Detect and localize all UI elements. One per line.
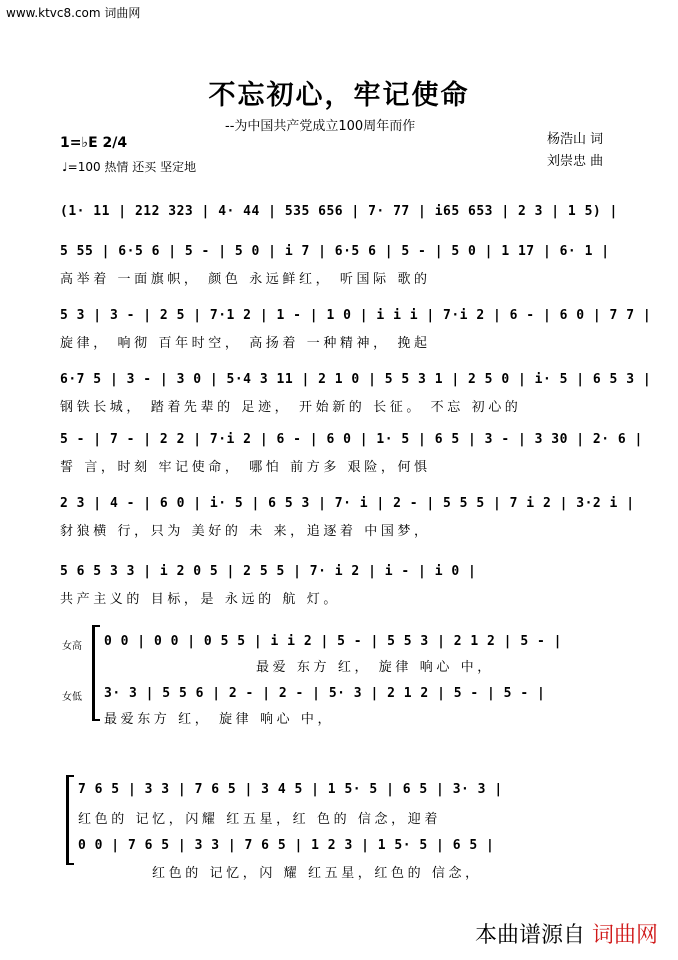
- lyrics-line: 高举着 一面旗帜， 颜色 永远鲜红， 听国际 歌的: [60, 272, 431, 287]
- notes-line: 3· 3 | 5 5 6 | 2 - | 2 - | 5· 3 | 2 1 2 | 5 - | 5 - |: [104, 686, 546, 701]
- lyrics-line: 钢铁长城， 踏着先辈的 足迹， 开始新的 长征。 不忘 初心的: [60, 400, 522, 415]
- notes-line: (1· 11 | 212 323 | 4· 44 | 535 656 | 7· 77 | i65 653 | 2 3 | 1 5) |: [60, 204, 618, 219]
- key-signature: 1=♭E 2/4: [60, 135, 128, 151]
- source-footer: [475, 918, 658, 949]
- footer-source-text: 本曲谱源自: [474, 923, 585, 948]
- notes-line: 5 - | 7 - | 2 2 | 7·i 2 | 6 - | 6 0 | 1· 5 | 6 5 | 3 - | 3 30 | 2· 6 |: [60, 432, 643, 447]
- lyrics-line: 最爱东方 红， 旋律 响心 中，: [104, 712, 335, 727]
- lyrics-line: 共产主义的 目标，是 永远的 航 灯。: [60, 592, 340, 607]
- notes-line: 6·7 5 | 3 - | 3 0 | 5·4 3 11 | 2 1 0 | 5 5 3 1 | 2 5 0 | i· 5 | 6 5 3 |: [60, 372, 652, 387]
- lyrics-line: 豺狼横 行，只为 美好的 未 来，追逐着 中国梦，: [60, 524, 431, 539]
- notes-line: 0 0 | 0 0 | 0 5 5 | i i 2 | 5 - | 5 5 3 | 2 1 2 | 5 - |: [104, 634, 562, 649]
- lyrics-line: 红色的 记忆，闪耀 红五星，红 色的 信念，迎着: [78, 812, 441, 827]
- notes-line: 7 6 5 | 3 3 | 7 6 5 | 3 4 5 | 1 5· 5 | 6 5 | 3· 3 |: [78, 782, 503, 797]
- lyrics-line: 红色的 记忆，闪 耀 红五星，红色的 信念，: [152, 866, 482, 881]
- composer-credit: 刘崇忠 曲: [547, 154, 604, 169]
- notes-line: 5 6 5 3 3 | i 2 0 5 | 2 5 5 | 7· i 2 | i - | i 0 |: [60, 564, 477, 579]
- tempo-marking: ♩=100 热情 还买 坚定地: [62, 160, 197, 174]
- site-watermark: www.ktvc8.com 词曲网: [6, 6, 141, 20]
- notes-line: 2 3 | 4 - | 6 0 | i· 5 | 6 5 3 | 7· i | 2 - | 5 5 5 | 7 i 2 | 3·2 i |: [60, 496, 635, 511]
- lyricist-credit: 杨浩山 词: [547, 132, 604, 147]
- system-brace: [92, 625, 95, 721]
- lyrics-line: 誓 言，时刻 牢记使命， 哪怕 前方多 艰险，何惧: [60, 460, 431, 475]
- system-brace: [66, 775, 69, 865]
- song-subtitle: --为中国共产党成立100周年而作: [225, 119, 416, 134]
- song-title: 不忘初心，牢记使命: [208, 80, 470, 111]
- part-label-alto: 女低: [62, 692, 82, 703]
- lyrics-line: 旋律， 响彻 百年时空， 高扬着 一种精神， 挽起: [60, 336, 431, 351]
- lyrics-line: 最爱 东方 红， 旋律 响心 中，: [256, 660, 494, 675]
- part-label-soprano: 女高: [62, 641, 82, 652]
- notes-line: 0 0 | 7 6 5 | 3 3 | 7 6 5 | 1 2 3 | 1 5· 5 | 6 5 |: [78, 838, 495, 853]
- footer-site-name: 词曲网: [591, 923, 658, 948]
- notes-line: 5 55 | 6·5 6 | 5 - | 5 0 | i 7 | 6·5 6 | 5 - | 5 0 | 1 17 | 6· 1 |: [60, 244, 610, 259]
- notes-line: 5 3 | 3 - | 2 5 | 7·1 2 | 1 - | 1 0 | i i i | 7·i 2 | 6 - | 6 0 | 7 7 |: [60, 308, 652, 323]
